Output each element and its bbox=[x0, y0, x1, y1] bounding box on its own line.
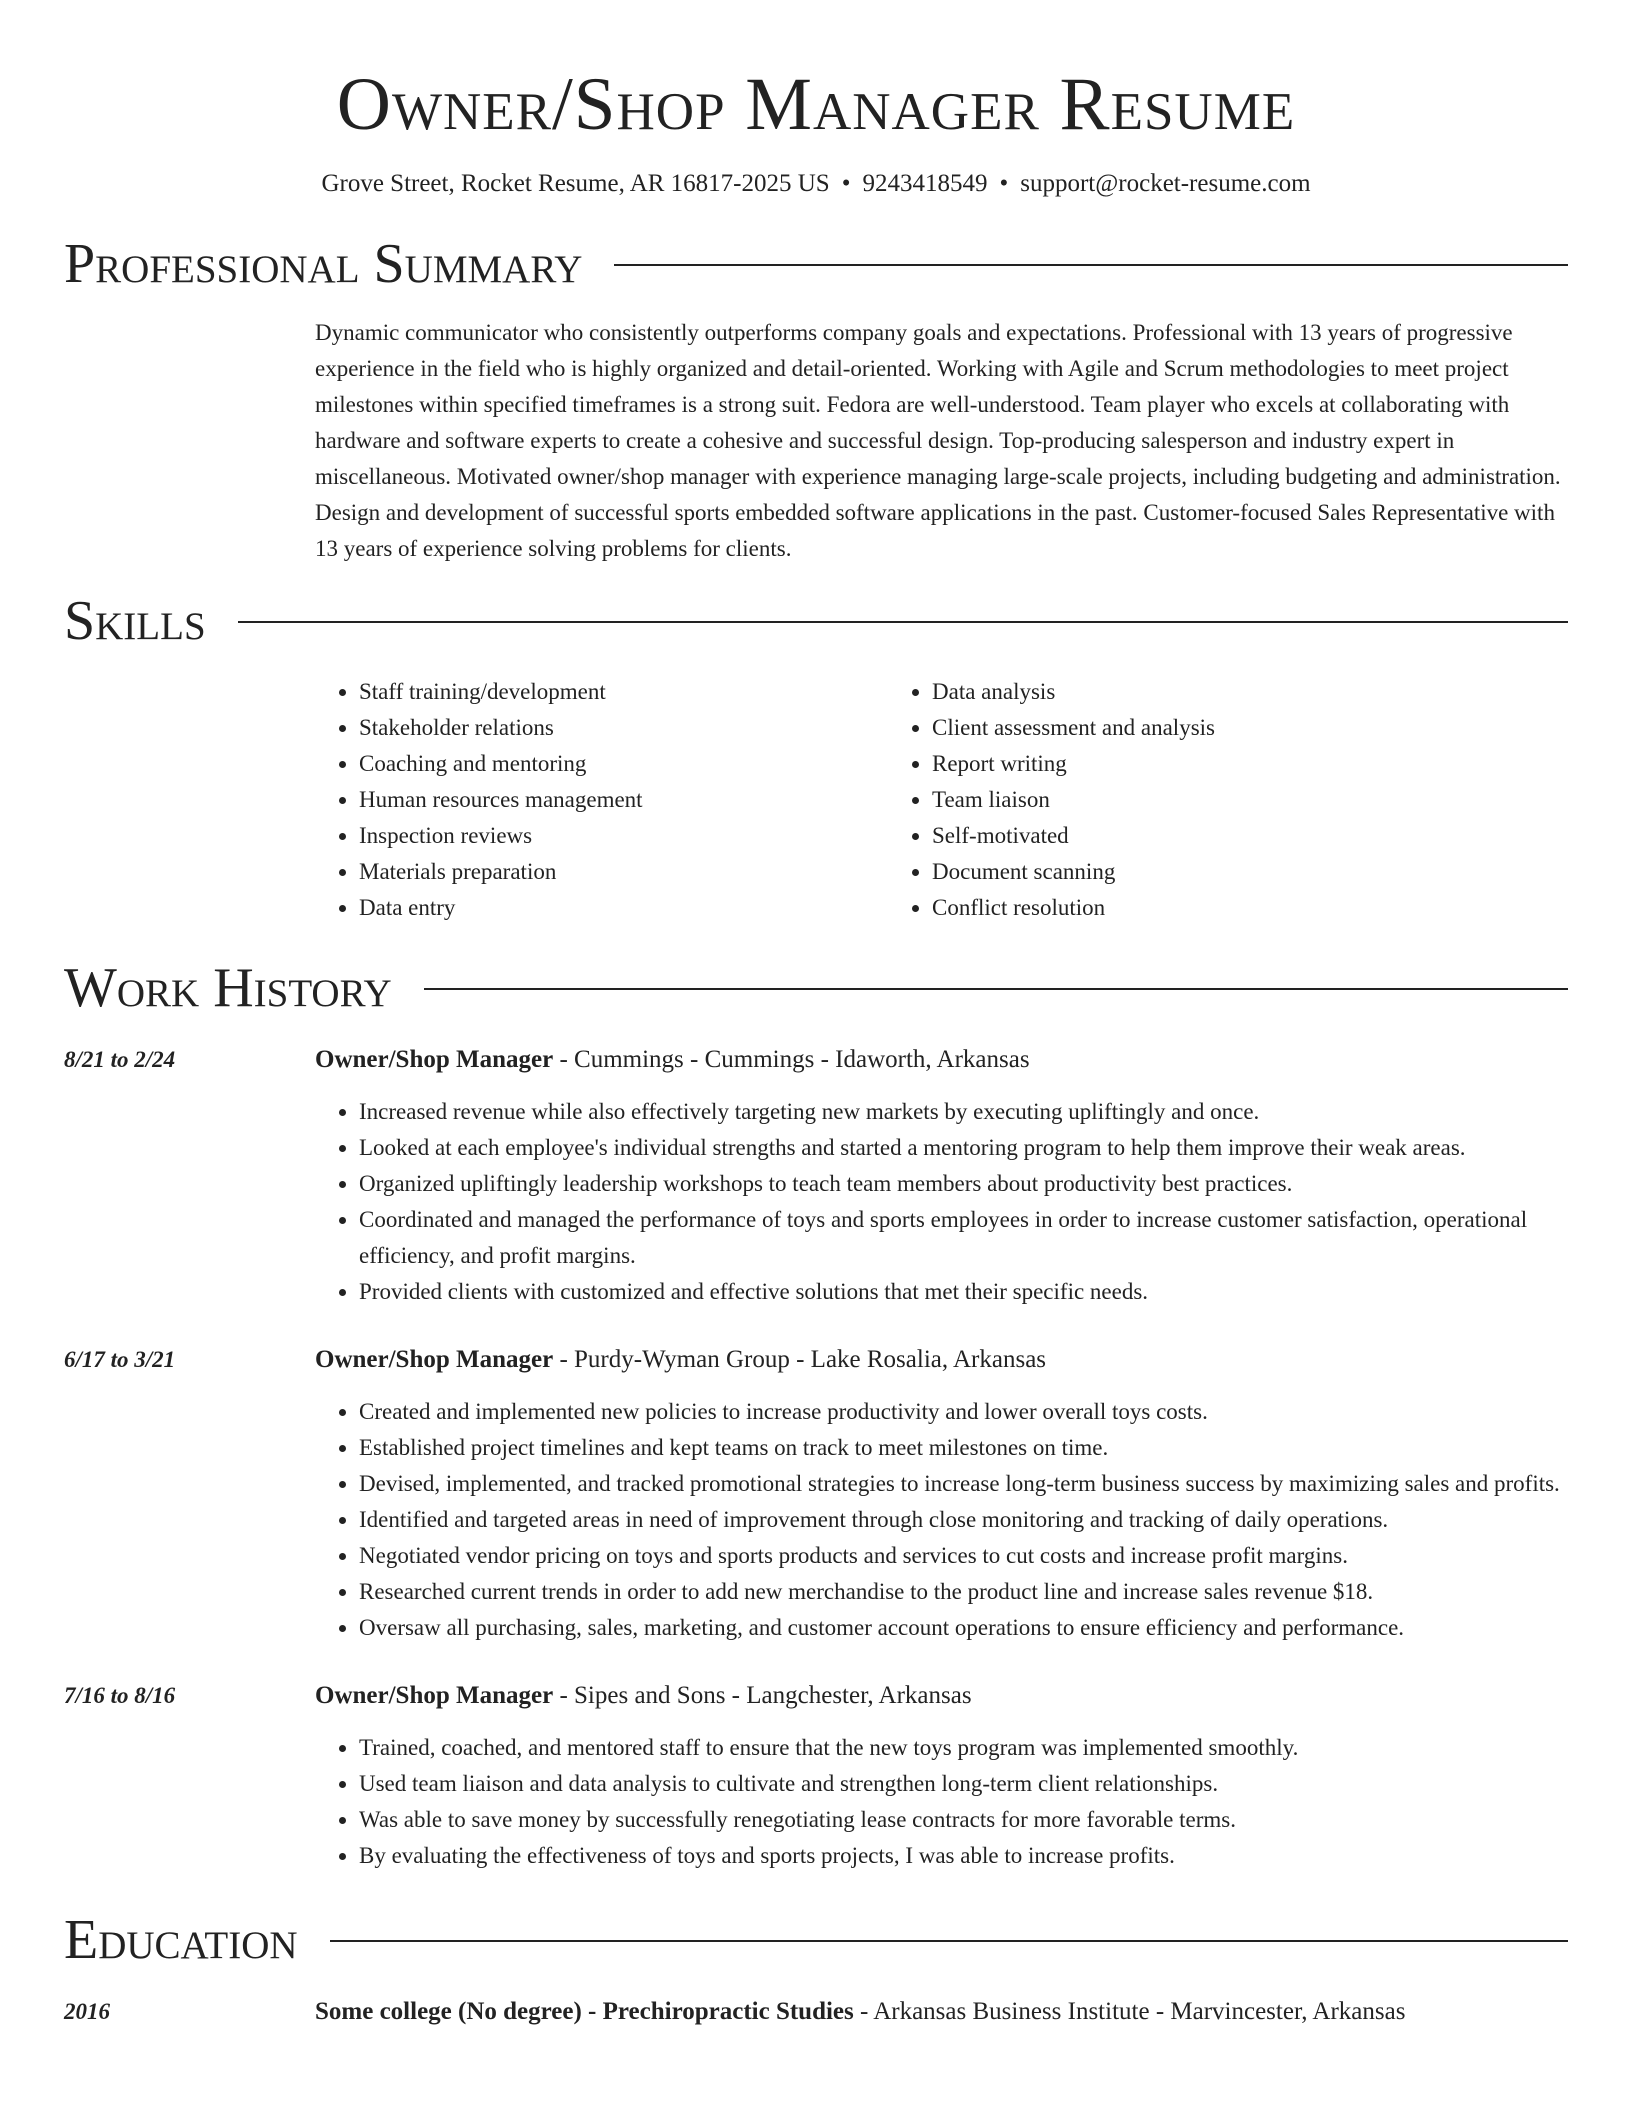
summary-header bbox=[64, 232, 1568, 296]
job-bullet: • Created and implemented new policies to increase productivity and lower overall toys costs. bbox=[359, 1394, 1568, 1430]
skill-item: • Document scanning bbox=[932, 854, 1505, 890]
education-body bbox=[315, 1994, 1568, 2030]
job-body bbox=[315, 1342, 1568, 1646]
job-bullets bbox=[315, 1094, 1568, 1310]
skills-section bbox=[64, 589, 1568, 926]
skills-list-right bbox=[888, 674, 1505, 926]
job-title-line bbox=[315, 1342, 1568, 1378]
contact-separator: • bbox=[841, 170, 851, 197]
summary-content bbox=[315, 315, 1568, 567]
work-history-heading: Work History bbox=[64, 957, 392, 1019]
job-bullet: • Was able to save money by successfully renegotiating lease contracts for more favorable terms. bbox=[359, 1802, 1568, 1838]
summary-heading: Professional Summary bbox=[64, 233, 583, 295]
contact-address: Grove Street, Rocket Resume, AR 16817-2025 US bbox=[321, 170, 830, 197]
skill-item: • Materials preparation bbox=[359, 854, 932, 890]
job-bullet: • Provided clients with customized and effective solutions that met their specific needs. bbox=[359, 1274, 1568, 1310]
job-bullets bbox=[315, 1730, 1568, 1874]
skill-item: • Inspection reviews bbox=[359, 818, 932, 854]
contact-line bbox=[64, 168, 1568, 200]
job-entry bbox=[64, 1042, 1568, 1310]
job-employer: - Cummings - Cummings - Idaworth, Arkansas bbox=[553, 1046, 1030, 1073]
job-bullet: • Established project timelines and kept teams on track to meet milestones on time. bbox=[359, 1430, 1568, 1466]
education-school: - Arkansas Business Institute - Marvincester, Arkansas bbox=[853, 1998, 1406, 2025]
job-title: Owner/Shop Manager bbox=[315, 1346, 554, 1373]
education-header bbox=[64, 1908, 1568, 1972]
skill-item: • Conflict resolution bbox=[932, 890, 1505, 926]
job-title-line bbox=[315, 1678, 1568, 1714]
job-title-line bbox=[315, 1042, 1568, 1078]
skills-list-left bbox=[315, 674, 932, 926]
contact-email: support@rocket-resume.com bbox=[1020, 170, 1311, 197]
education-year: 2016 bbox=[64, 1999, 110, 2024]
resume-page bbox=[64, 0, 1568, 2030]
job-bullet: • Devised, implemented, and tracked promotional strategies to increase long-term business success by maximizing sales and profits. bbox=[359, 1466, 1568, 1502]
section-divider bbox=[238, 621, 1568, 623]
job-bullet: • By evaluating the effectiveness of toys and sports projects, I was able to increase profits. bbox=[359, 1838, 1568, 1874]
job-employer: - Purdy-Wyman Group - Lake Rosalia, Arkansas bbox=[553, 1346, 1047, 1373]
skills-grid bbox=[315, 674, 1568, 926]
skills-heading: Skills bbox=[64, 590, 206, 652]
job-bullet: • Looked at each employee's individual strengths and started a mentoring program to help them improve their weak areas. bbox=[359, 1130, 1568, 1166]
education-line bbox=[315, 1994, 1568, 2030]
job-bullet: • Increased revenue while also effectively targeting new markets by executing upliftingly and once. bbox=[359, 1094, 1568, 1130]
job-bullets bbox=[315, 1394, 1568, 1646]
job-bullet: • Researched current trends in order to add new merchandise to the product line and increase sales revenue $18. bbox=[359, 1574, 1568, 1610]
job-bullet: • Negotiated vendor pricing on toys and sports products and services to cut costs and increase profit margins. bbox=[359, 1538, 1568, 1574]
contact-separator: • bbox=[999, 170, 1009, 197]
section-divider bbox=[330, 1940, 1568, 1942]
skill-item: • Staff training/development bbox=[359, 674, 932, 710]
contact-phone: 9243418549 bbox=[862, 170, 988, 197]
job-entry bbox=[64, 1342, 1568, 1646]
job-dates: 8/21 to 2/24 bbox=[64, 1047, 176, 1072]
job-title: Owner/Shop Manager bbox=[315, 1046, 554, 1073]
work-history-section bbox=[64, 956, 1568, 1874]
skill-item: • Team liaison bbox=[932, 782, 1505, 818]
skill-item: • Self-motivated bbox=[932, 818, 1505, 854]
summary-text: Dynamic communicator who consistently outperforms company goals and expectations. Professional with 13 years of progressive experience in the field who is highly organized and detail-oriented. Working with Agile and Scrum methodologies to meet project milestones within specified timeframes is a strong suit. Fedora are well-understood. Team player who excels at collaborating with hardware and software experts to create a cohesive and successful design. Top-producing salesperson and industry expert in miscellaneous. Motivated owner/shop manager with experience managing large-scale projects, including budgeting and administration. Design and development of successful sports embedded software applications in the past. Customer-focused Sales Representative with 13 years of experience solving problems for clients. bbox=[315, 320, 1561, 561]
skill-item: • Human resources management bbox=[359, 782, 932, 818]
skill-item: • Client assessment and analysis bbox=[932, 710, 1505, 746]
job-bullet: • Oversaw all purchasing, sales, marketing, and customer account operations to ensure efficiency and performance. bbox=[359, 1610, 1568, 1646]
job-employer: - Sipes and Sons - Langchester, Arkansas bbox=[553, 1682, 972, 1709]
skill-item: • Report writing bbox=[932, 746, 1505, 782]
job-bullet: • Organized upliftingly leadership workshops to teach team members about productivity best practices. bbox=[359, 1166, 1568, 1202]
work-history-header bbox=[64, 956, 1568, 1020]
section-divider bbox=[614, 264, 1568, 266]
job-dates: 6/17 to 3/21 bbox=[64, 1347, 176, 1372]
job-entry bbox=[64, 1678, 1568, 1874]
section-divider bbox=[424, 988, 1568, 990]
skill-item: • Stakeholder relations bbox=[359, 710, 932, 746]
job-body bbox=[315, 1042, 1568, 1310]
job-bullet: • Coordinated and managed the performance of toys and sports employees in order to increase customer satisfaction, operational efficiency, and profit margins. bbox=[359, 1202, 1568, 1274]
job-dates: 7/16 to 8/16 bbox=[64, 1683, 176, 1708]
skills-header bbox=[64, 589, 1568, 653]
skill-item: • Data entry bbox=[359, 890, 932, 926]
job-bullet: • Identified and targeted areas in need of improvement through close monitoring and tracking of daily operations. bbox=[359, 1502, 1568, 1538]
job-bullet: • Trained, coached, and mentored staff to ensure that the new toys program was implemented smoothly. bbox=[359, 1730, 1568, 1766]
education-section bbox=[64, 1908, 1568, 2030]
education-degree: Some college (No degree) - Prechiropractic Studies bbox=[315, 1998, 854, 2025]
resume-title: Owner/Shop Manager Resume bbox=[336, 63, 1296, 146]
education-heading: Education bbox=[64, 1909, 298, 1971]
job-title: Owner/Shop Manager bbox=[315, 1682, 554, 1709]
skill-item: • Coaching and mentoring bbox=[359, 746, 932, 782]
job-bullet: • Used team liaison and data analysis to cultivate and strengthen long-term client relationships. bbox=[359, 1766, 1568, 1802]
job-body bbox=[315, 1678, 1568, 1874]
education-entry bbox=[64, 1994, 1568, 2030]
skill-item: • Data analysis bbox=[932, 674, 1505, 710]
summary-section bbox=[64, 232, 1568, 567]
